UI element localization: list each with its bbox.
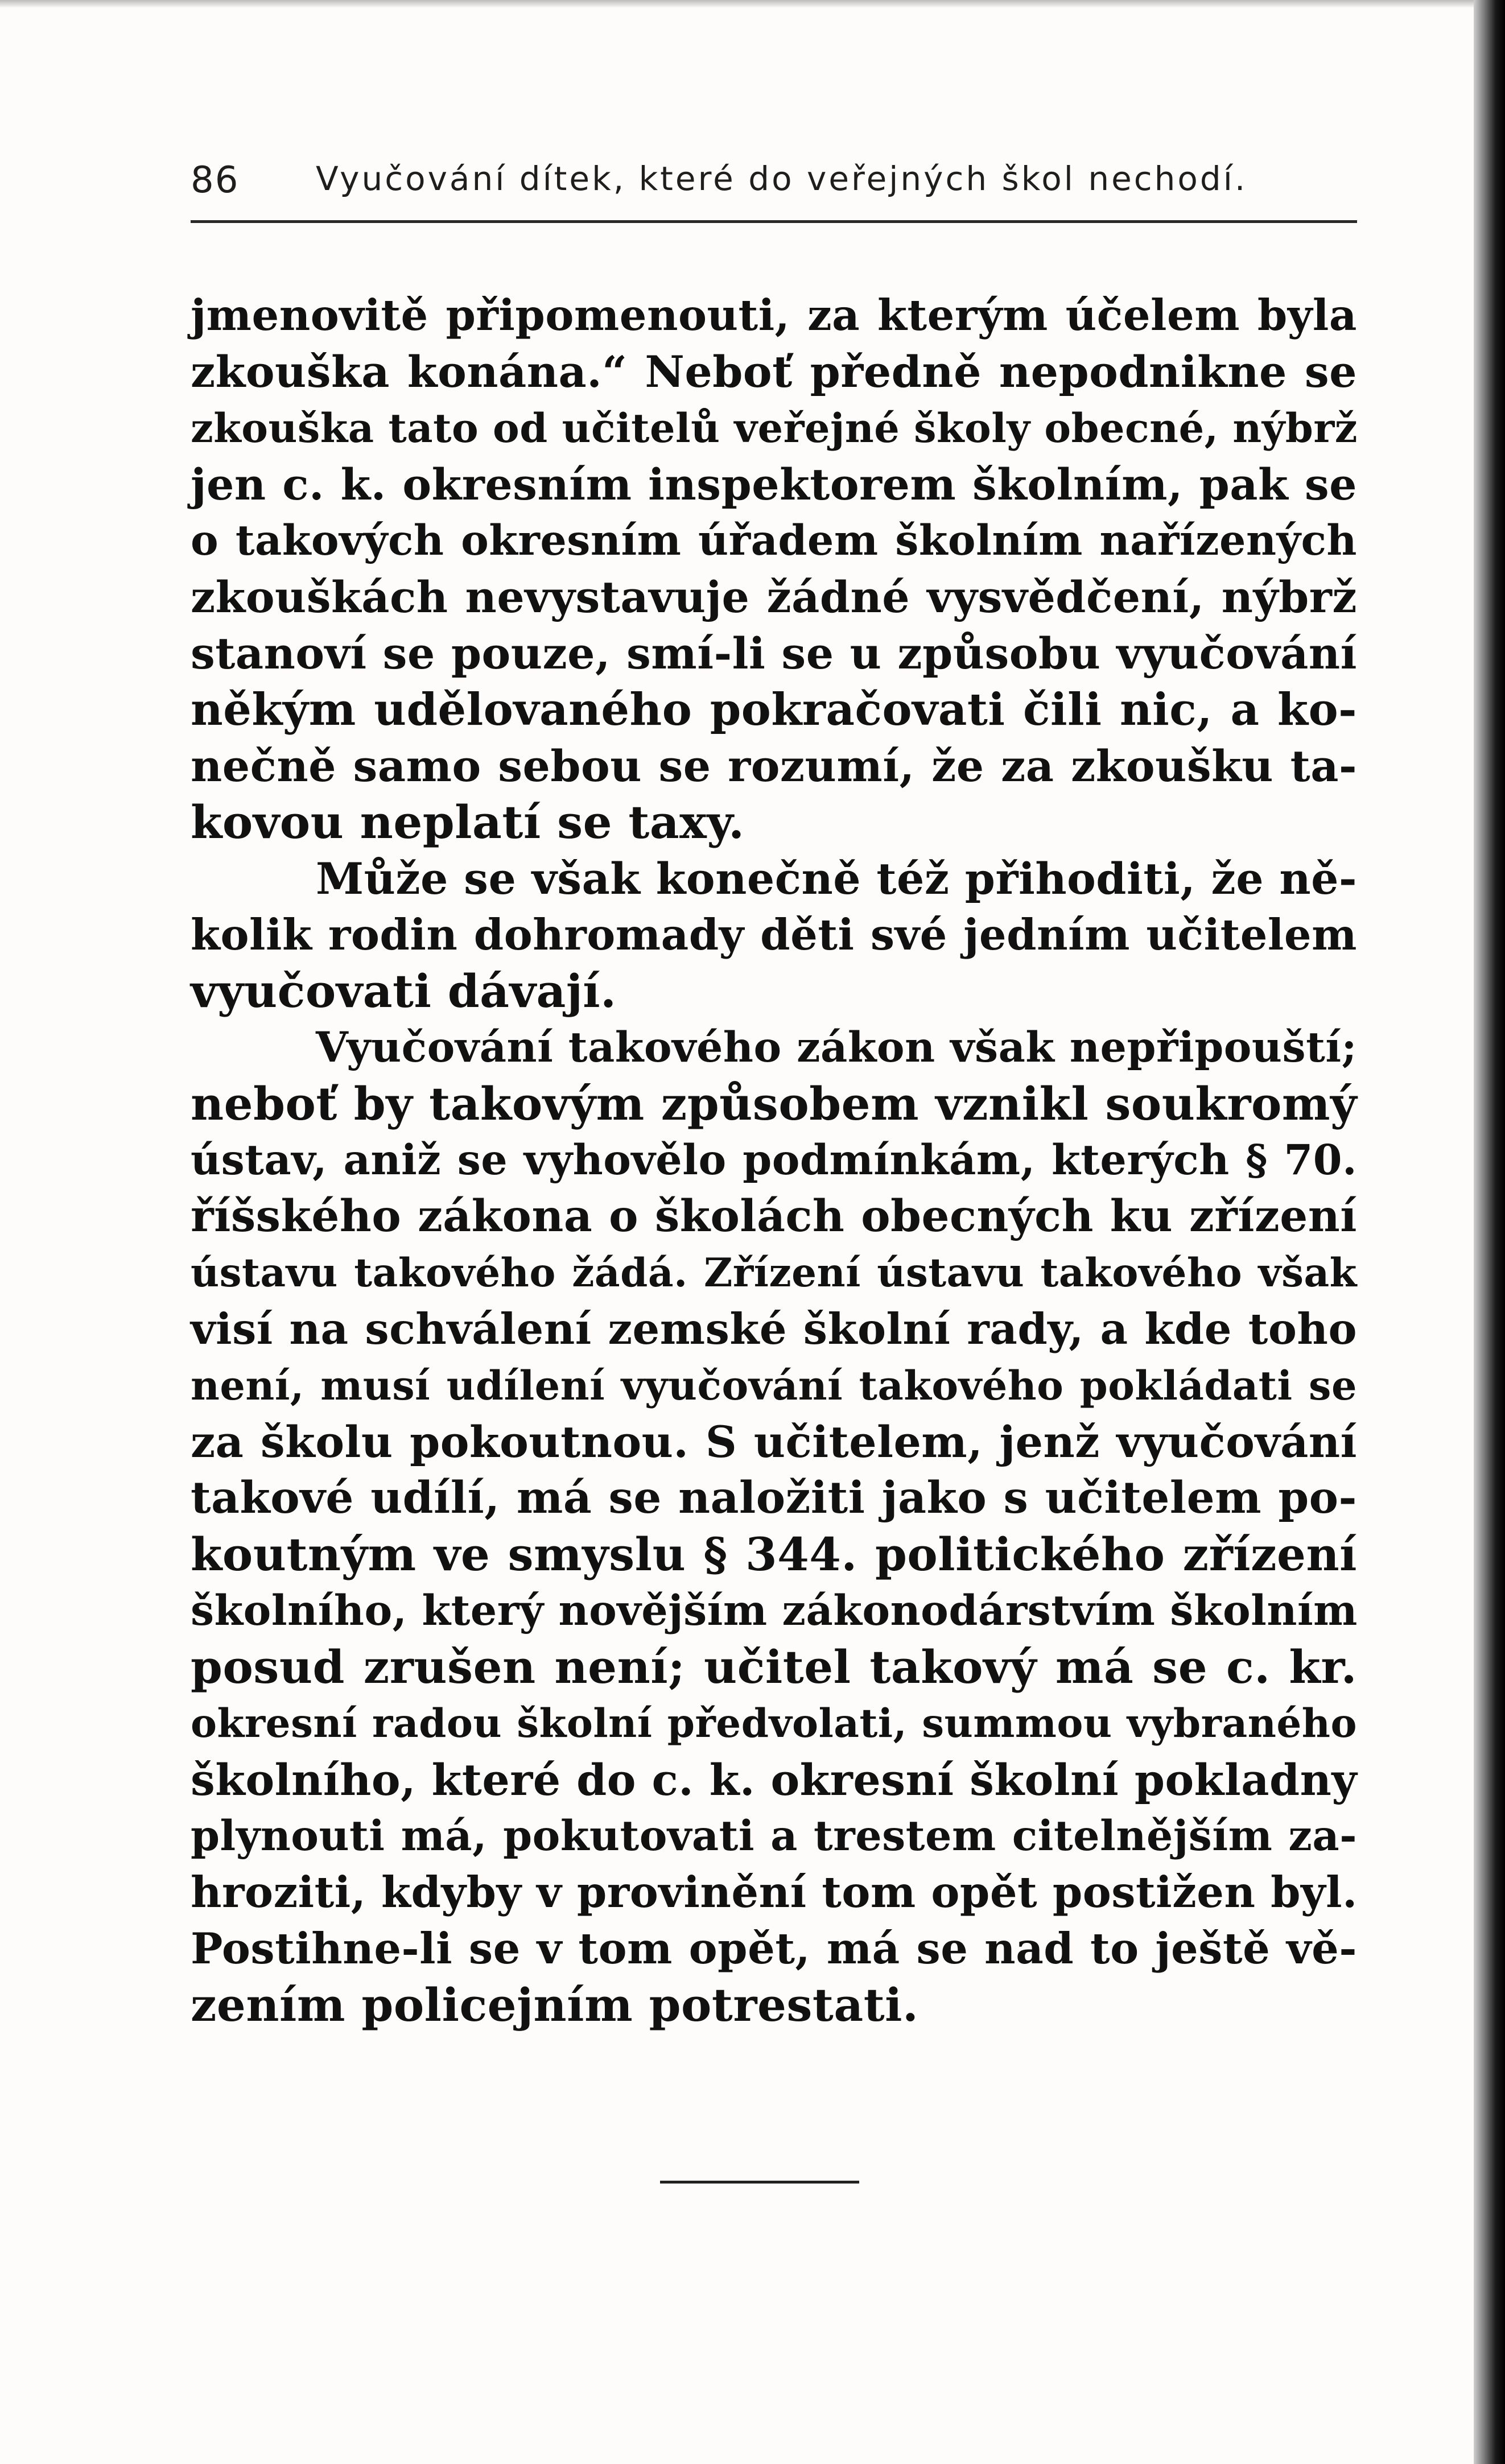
text-line: hroziti, kdyby v provinění tom opět postižen byl.	[191, 1867, 1358, 1917]
text-line: jen c. k. okresním inspektorem školním, pak se	[191, 459, 1357, 510]
text-line: ústav, aniž se vyhovělo podmínkám, kterých § 70.	[191, 1136, 1357, 1184]
text-line: někým udělovaného pokračovati čili nic, a ko-	[191, 684, 1357, 736]
header-rule	[191, 220, 1357, 223]
text-line: stanoví se pouze, smí-li se u způsobu vyučování	[191, 628, 1357, 679]
text-line: nečně samo sebou se rozumí, že za zkoušku ta-	[191, 741, 1357, 791]
text-line: jmenovitě připomenouti, za kterým účelem byla	[191, 290, 1357, 340]
text-line: neboť by takovým způsobem vznikl soukromý	[191, 1077, 1357, 1130]
text-line: školního, který novějším zákonodárstvím školním	[191, 1586, 1358, 1635]
page-top-edge	[0, 0, 1505, 8]
text-line: říšského zákona o školách obecných ku zřízení	[191, 1191, 1357, 1242]
book-spine-shadow	[1474, 0, 1505, 2464]
text-line: kolik rodin dohromady děti své jedním učitelem	[191, 910, 1357, 960]
text-line: posud zrušen není; učitel takový má se c. kr.	[191, 1640, 1357, 1694]
end-rule	[660, 2181, 859, 2184]
text-line: takové udílí, má se naložiti jako s učitelem po-	[191, 1472, 1357, 1524]
text-line: kovou neplatí se taxy.	[191, 795, 745, 849]
text-line: zkouškách nevystavuje žádné vysvědčení, nýbrž	[191, 572, 1357, 622]
text-line: koutným ve smyslu § 344. politického zřízení	[191, 1528, 1357, 1581]
text-line: Postihne-li se v tom opět, má se nad to ještě vě-	[191, 1924, 1357, 1974]
text-line: zkouška konána.“ Neboť předně nepodnikne se	[191, 346, 1357, 397]
body-text	[191, 287, 1357, 2033]
text-line: plynouti má, pokutovati a trestem citelnějším za-	[191, 1811, 1357, 1860]
text-line: školního, které do c. k. okresní školní pokladny	[191, 1755, 1357, 1805]
text-line: za školu pokoutnou. S učitelem, jenž vyučování	[191, 1417, 1357, 1467]
text-line: okresní radou školní předvolati, summou vybraného	[191, 1701, 1357, 1747]
text-line: zkouška tato od učitelů veřejné školy obecné, nýbrž	[191, 405, 1358, 452]
page-header	[191, 152, 1357, 215]
text-line: visí na schválení zemské školní rady, a kde toho	[191, 1304, 1357, 1354]
text-line: ústavu takového žádá. Zřízení ústavu takového však	[191, 1250, 1357, 1296]
text-line: Vyučování takového zákon však nepřipouští;	[316, 1023, 1357, 1072]
text-line: zením policejním potrestati.	[191, 1978, 919, 2032]
text-line: vyučovati dávají.	[191, 964, 617, 1018]
text-line: není, musí udílení vyučování takového pokládati se	[191, 1362, 1357, 1409]
text-line: o takových okresním úřadem školním nařízených	[191, 516, 1357, 565]
text-line: Může se však konečně též přihoditi, že ně-	[316, 853, 1357, 904]
running-head: Vyučování dítek, které do veřejných škol nechodí.	[316, 159, 1248, 198]
page-number: 86	[191, 159, 240, 201]
